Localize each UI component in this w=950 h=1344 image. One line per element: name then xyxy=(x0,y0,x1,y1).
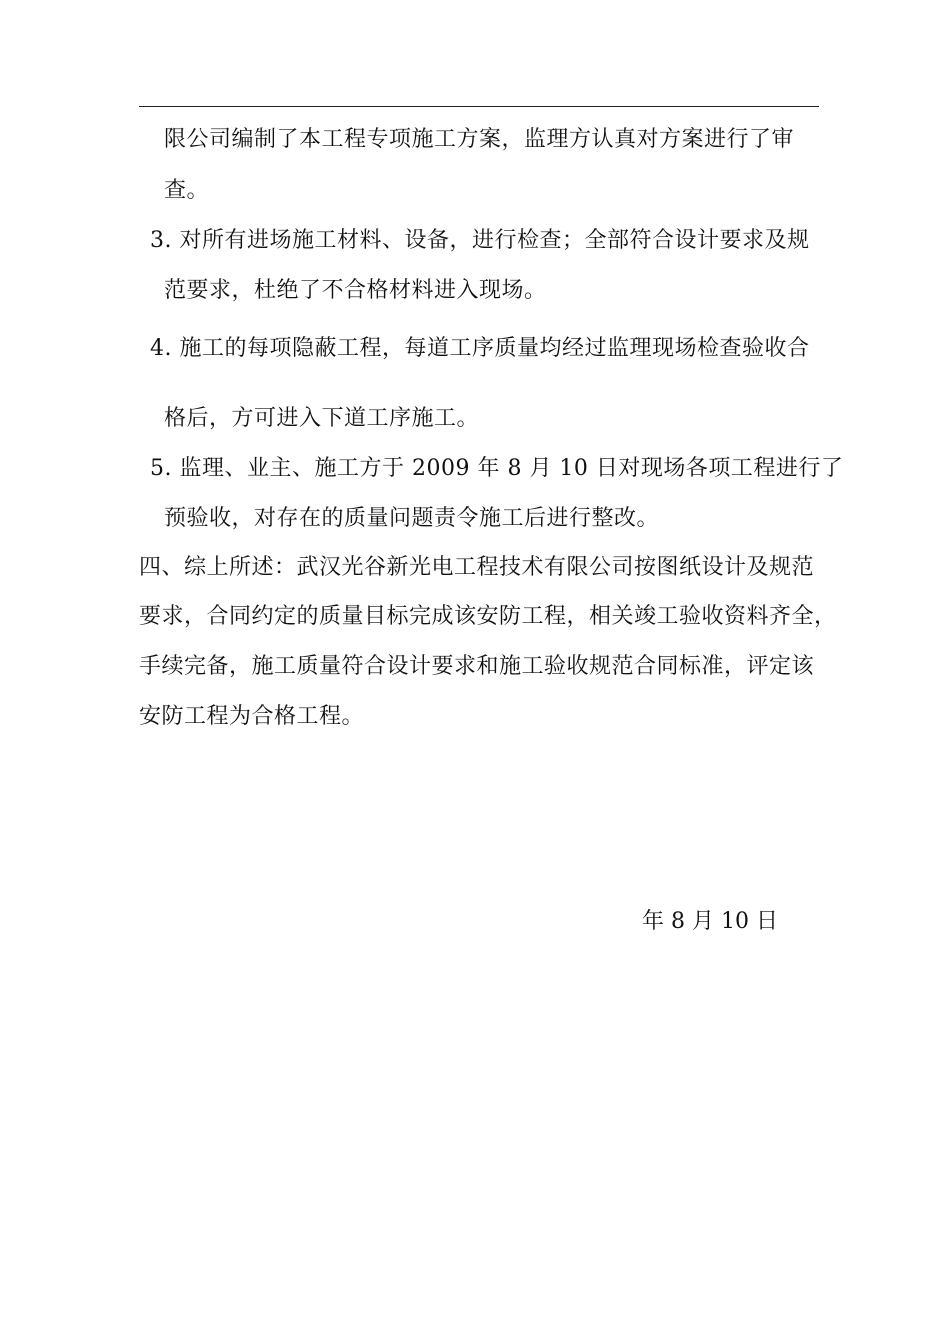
list-item-5-line-1: 5. 监理、业主、施工方于 2009 年 8 月 10 日对现场各项工程进行了 xyxy=(150,456,844,481)
list-item-3-line-1: 3. 对所有进场施工材料、设备，进行检查；全部符合设计要求及规 xyxy=(150,228,810,253)
paragraph-line-2: 查。 xyxy=(164,178,210,203)
conclusion-line-2: 要求，合同约定的质量目标完成该安防工程，相关竣工验收资料齐全， xyxy=(139,604,837,629)
list-item-4-line-1: 4. 施工的每项隐蔽工程，每道工序质量均经过监理现场检查验收合 xyxy=(150,336,810,361)
list-item-3-line-2: 范要求，杜绝了不合格材料进入现场。 xyxy=(164,278,547,303)
conclusion-line-1: 四、综上所述：武汉光谷新光电工程技术有限公司按图纸设计及规范 xyxy=(139,555,815,580)
header-rule xyxy=(139,106,819,107)
list-item-5-line-2: 预验收，对存在的质量问题责令施工后进行整改。 xyxy=(164,506,660,531)
conclusion-line-3: 手续完备，施工质量符合设计要求和施工验收规范合同标准，评定该 xyxy=(139,654,815,679)
list-item-4-line-2: 格后，方可进入下道工序施工。 xyxy=(164,406,480,431)
conclusion-line-4: 安防工程为合格工程。 xyxy=(139,704,365,729)
paragraph-line-1: 限公司编制了本工程专项施工方案，监理方认真对方案进行了审 xyxy=(164,127,795,152)
signature-date: 年 8 月 10 日 xyxy=(642,909,778,934)
